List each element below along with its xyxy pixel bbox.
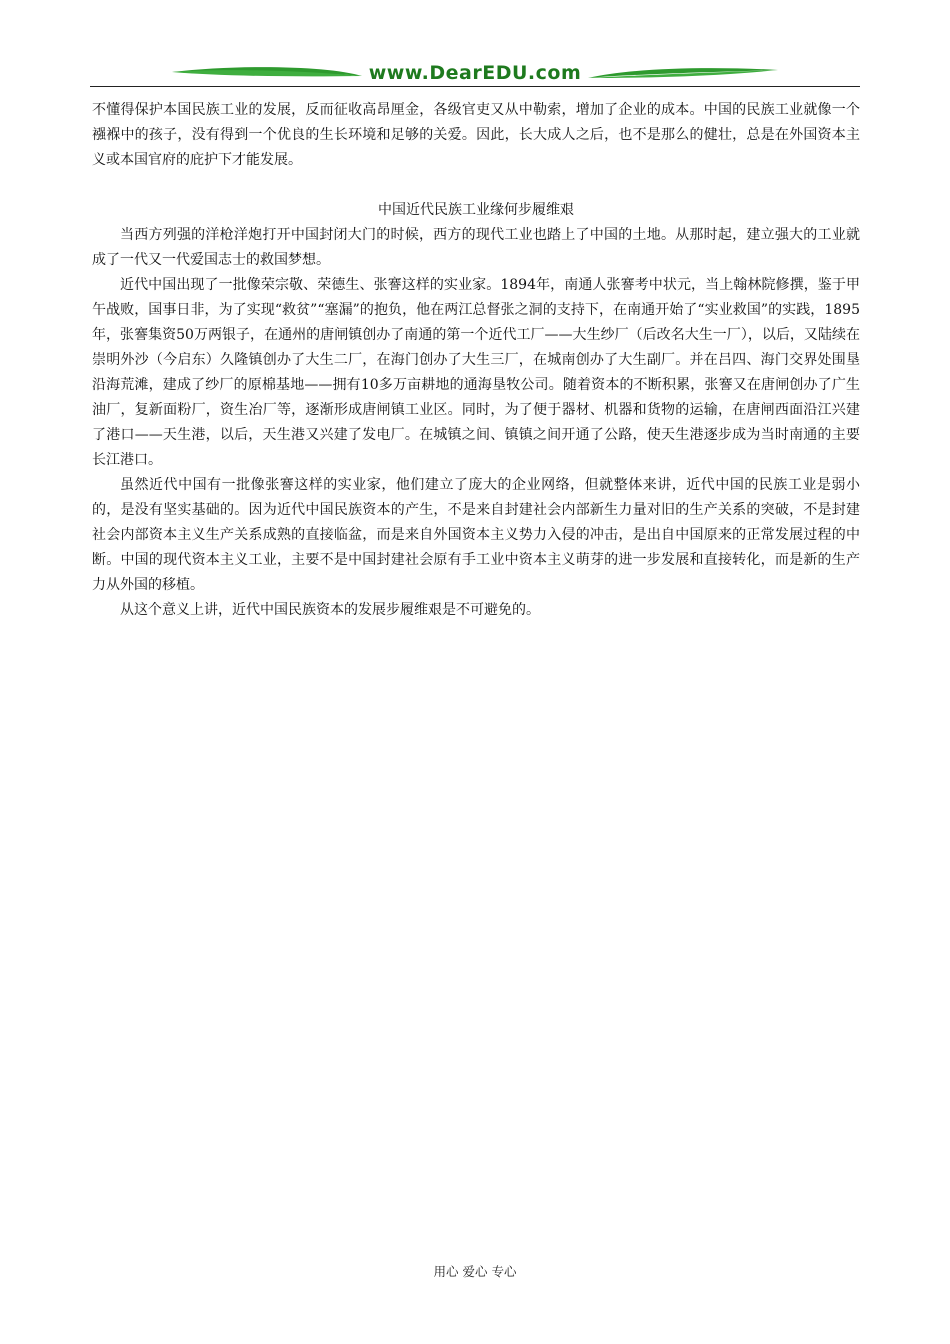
- body-paragraph-3: 虽然近代中国有一批像张謇这样的实业家，他们建立了庞大的企业网络，但就整体来讲，近代中国的民族工业是弱小的，是没有坚实基础的。因为近代中国民族资本的产生，不是来自封建社会内部新生力量对旧的生产关系的突破，不是封建社会内部资本主义生产关系成熟的直接临盆，而是来自外国资本主义势力入侵的冲击，是出自中国原来的正常发展过程的中断。中国的现代资本主义工业，主要不是中国封建社会原有手工业中资本主义萌芽的进一步发展和直接转化，而是新的生产力从外国的移植。: [92, 477, 860, 593]
- paragraph-spacer: [92, 173, 860, 198]
- intro-paragraph: 不懂得保护本国民族工业的发展，反而征收高昂厘金，各级官吏又从中勒索，增加了企业的成本。中国的民族工业就像一个襁褓中的孩子，没有得到一个优良的生长环境和足够的关爱。因此，长大成人之后，也不是那么的健壮，总是在外国资本主义或本国官府的庇护下才能发展。: [92, 102, 860, 168]
- body-paragraph-2: 近代中国出现了一批像荣宗敬、荣德生、张謇这样的实业家。1894年，南通人张謇考中状元，当上翰林院修撰，鉴于甲午战败，国事日非，为了实现“救贫”“塞漏”的抱负，他在两江总督张之洞的支持下，在南通开始了“实业救国”的实践，1895年，张謇集资50万两银子，在通州的唐闸镇创办了南通的第一个近代工厂——大生纱厂（后改名大生一厂），以后，又陆续在崇明外沙（今启东）久隆镇创办了大生二厂，在海门创办了大生三厂，在城南创办了大生副厂。并在吕四、海门交界处围垦沿海荒滩，建成了纱厂的原棉基地——拥有10多万亩耕地的通海垦牧公司。随着资本的不断积累，张謇又在唐闸创办了广生油厂，复新面粉厂，资生冶厂等，逐渐形成唐闸镇工业区。同时，为了便于器材、机器和货物的运输，在唐闸西面沿江兴建了港口——天生港，以后，天生港又兴建了发电厂。在城镇之间、镇镇之间开通了公路，使天生港逐步成为当时南通的主要长江港口。: [92, 277, 860, 468]
- header-divider: [90, 86, 860, 87]
- page-header: [90, 58, 860, 94]
- body-paragraph-1: 当西方列强的洋枪洋炮打开中国封闭大门的时候，西方的现代工业也踏上了中国的土地。从那时起，建立强大的工业就成了一代又一代爱国志士的救国梦想。: [92, 227, 860, 268]
- document-body: [92, 98, 860, 623]
- section-title: 中国近代民族工业缘何步履维艰: [378, 202, 574, 218]
- site-logo-text: www.DearEDU.com: [368, 62, 582, 84]
- body-paragraph-4: 从这个意义上讲，近代中国民族资本的发展步履维艰是不可避免的。: [120, 602, 540, 618]
- page-footer: 用心 爱心 专心: [433, 1264, 517, 1279]
